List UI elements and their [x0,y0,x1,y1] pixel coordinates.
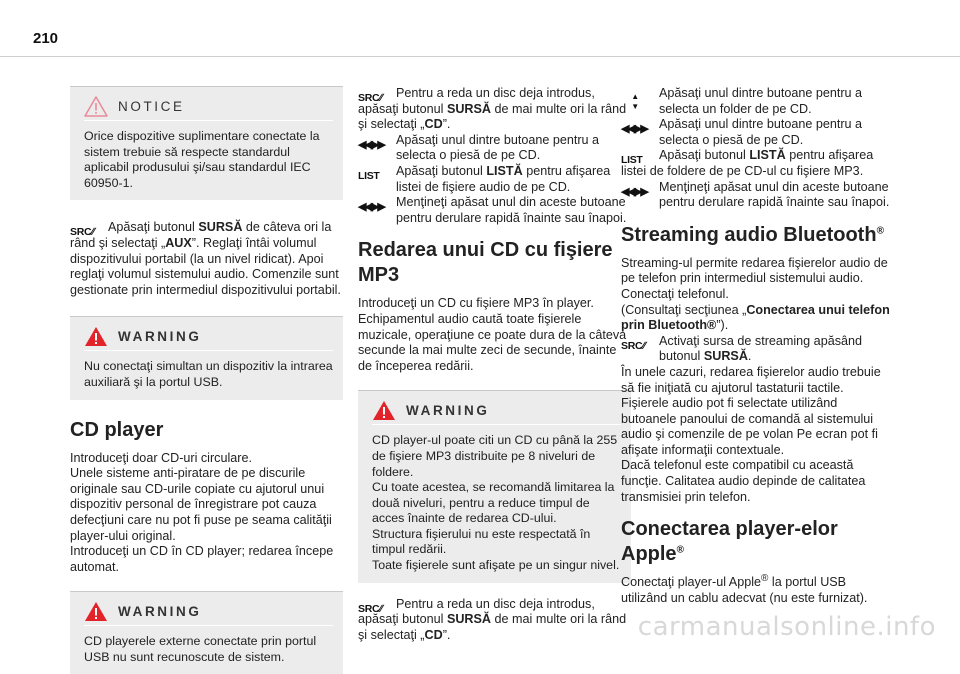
notice-triangle-icon [84,96,108,117]
fast-scroll-paragraph: ◀◀▶▶ Menţineţi apăsat unul din aceste butoane pentru derulare rapidă înainte sau înapoi. [621,179,890,210]
warning-box-usb [70,591,343,674]
bluetooth-heading: Streaming audio Bluetooth® [621,223,884,246]
source-button-icon: SRC∕∕ [358,92,383,104]
cd-player-text: Introduceţi doar CD-uri circulare. Unele sisteme anti-piratare de pe discurile originale sau CD-urile copiate cu ajutorul unui dispozitiv personal de înregistrare pot cauza defecţiuni care nu pot fi puse pe seama calităţii player-ului original. Introduceţi un CD în CD player; redarea începe automat. [70,450,334,574]
warning-header [84,323,333,351]
prev-next-arrows-icon: ◀◀▶▶ [358,138,384,151]
notice-title: NOTICE [118,98,185,114]
track-select-paragraph: ◀◀▶▶ Apăsaţi unul dintre butoane pentru a selecta o piesă de pe CD. [358,132,600,163]
watermark: carmanualsonline.info [637,612,936,642]
src-cd-paragraph: SRC∕∕ Pentru a reda un disc deja introdus, apăsaţi butonul SURSĂ de mai multe ori la rând şi selectaţi „CD”. [358,86,627,132]
prev-next-arrows-icon: ◀◀▶▶ [358,201,384,214]
warning-header [84,598,333,626]
warning-title: WARNING [118,329,202,345]
bluetooth-text: În unele cazuri, redarea fişierelor audio trebuie să fie iniţiată cu ajutorul tastaturii tactile. Fişierele audio pot fi selectate utilizând butoanele panoului de comandă al sistemului audio şi comenzile de pe volan Pe ecran pot fi afişate informaţii contextuale. Dacă telefonul este compatibil cu această funcţie. Calitatea audio depinde de calitatea transmisiei prin telefon. [621,364,881,504]
list-paragraph: LIST Apăsaţi butonul LISTĂ pentru afişarea listei de foldere de pe CD-ul cu fişiere MP3. [621,148,874,178]
src-text-d: AUX [165,235,192,250]
apple-heading: Conectarea player-elor Apple® [621,518,838,566]
warning-triangle-icon [84,326,108,347]
warning-text: CD playerele externe conectate prin portul USB nu sunt recunoscute de sistem. [84,634,317,664]
notice-box [70,86,343,200]
top-divider [0,56,960,57]
fast-scroll-paragraph: ◀◀▶▶ Menţineţi apăsat unul din aceste butoane pentru derulare rapidă înainte sau înapoi. [358,195,627,225]
src-aux-paragraph [70,220,343,298]
bluetooth-source-paragraph: SRC∕∕ Activaţi sursa de streaming apăsând butonul SURSĂ. [621,333,863,364]
src-text-b: SURSĂ [198,220,243,235]
mp3-text: Introduceţi un CD cu fişiere MP3 în player. Echipamentul audio caută toate fişierele muzicale, operaţiune ce poate dura de la câteva secunde la mai multe zeci de secunde, înainte de începerea redării. [358,296,627,373]
folder-select-paragraph: ▲ ▼ Apăsaţi unul dintre butoane pentru a selecta un folder de pe CD. [621,86,894,117]
warning-text: CD player-ul poate citi un CD cu până la 255 de fişiere MP3 distribuite pe 8 niveluri de foldere. Cu toate acestea, se recomandă limitarea la două niveluri, pentru a reduce timpul de acces înainte de redarea CD-ului. Structura fişierului nu este respectată în timpul redării. Toate fişierele sunt afişate pe un singur nivel. [372,433,620,573]
apple-text: Conectaţi player-ul Apple® la portul USB utilizând un cablu adecvat (nu este furnizat). [621,573,868,605]
prev-next-arrows-icon: ◀◀▶▶ [621,185,647,198]
warning-box-mp3 [358,390,631,582]
list-paragraph: LIST Apăsaţi butonul LISTĂ pentru afişarea listei de fişiere audio de pe CD. [358,163,611,194]
warning-box-aux [70,316,343,399]
column-1 [70,86,343,674]
bluetooth-consult: (Consultaţi secţiunea „Conectarea unui telefon prin Bluetooth®”). [621,302,890,333]
src-text-c: de câteva ori la rând şi selectaţi „ [70,220,332,250]
warning-triangle-icon [84,601,108,622]
warning-text: Nu conectaţi simultan un dispozitiv la intrarea auxiliară şi la portul USB. [84,359,333,389]
list-button-icon: LIST [621,154,643,167]
source-button-icon: SRC∕∕ [358,602,383,615]
up-down-arrows-icon: ▲ ▼ [631,92,639,111]
src-cd-paragraph-2: SRC∕∕ Pentru a reda un disc deja introdus, apăsaţi butonul SURSĂ de mai multe ori la rând şi selectaţi „CD”. [358,596,627,642]
source-button-icon: SRC∕∕ [70,226,95,239]
column-2 [358,86,631,643]
page-number: 210 [33,30,59,47]
warning-triangle-icon [372,400,396,421]
src-text-a: Apăsaţi butonul [108,220,199,235]
list-button-icon: LIST [358,169,380,182]
column-3 [621,86,894,606]
prev-next-arrows-icon: ◀◀▶▶ [621,123,647,136]
track-select-paragraph: ◀◀▶▶ Apăsaţi unul dintre butoane pentru a selecta o piesă de pe CD. [621,117,863,147]
warning-header [372,397,621,425]
notice-text: Orice dispozitive suplimentare conectate la sistem trebuie să respecte standardul aplicabil produsului şi/sau standardul IEC 60950-1. [84,129,320,190]
mp3-heading: Redarea unui CD cu fişiere MP3 [358,239,613,287]
warning-title: WARNING [406,403,490,419]
source-button-icon: SRC∕∕ [621,339,646,352]
bluetooth-intro: Streaming-ul permite redarea fişierelor audio de pe telefon prin intermediul sistemului audio. Conectaţi telefonul. [621,255,888,301]
notice-header [84,93,333,121]
warning-title: WARNING [118,603,202,619]
cd-player-heading: CD player [70,418,164,441]
src-text-e: ”. Reglaţi întâi volumul dispozitivului portabil (la un nivel ridicat). Apoi reglaţi volumul sistemului audio. Comenzile sunt gestionate prin intermediul dispozitivului portabil. [70,235,341,297]
